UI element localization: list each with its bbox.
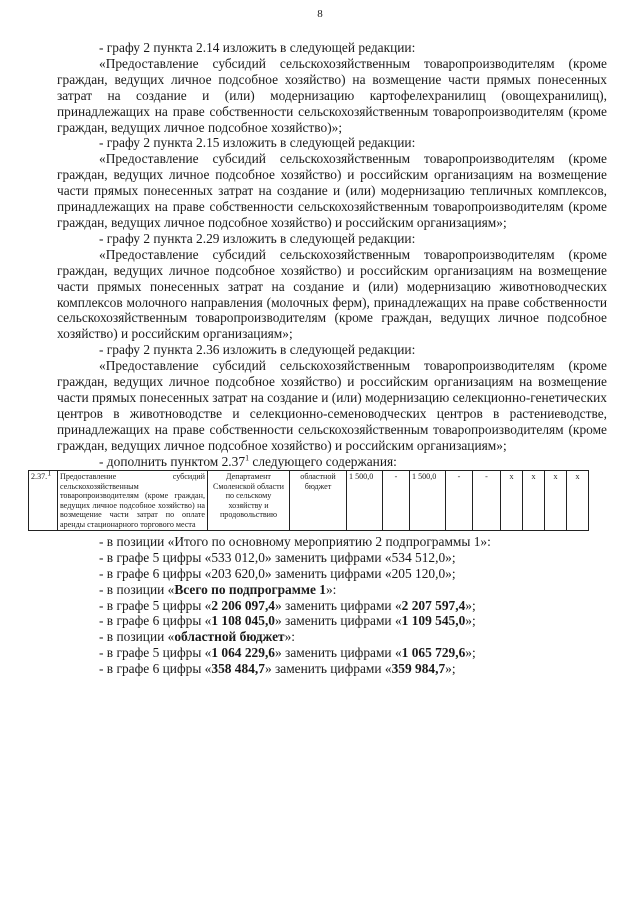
bold-value-old: 2 206 097,4 xyxy=(211,597,275,613)
cell-item-number: 2.37.$^1$ xyxy=(29,471,58,530)
cell-year-2: 1 500,0 xyxy=(410,471,446,530)
amendment-2-15-text: «Предоставление субсидий сельскохозяйственным товаропроизводителям (кроме граждан, ведущих личное подсобное хозяйство) и российским организациям на возмещение части прямых понесенных затрат на создание и (или) модернизацию тепличных комплексов, принадлежащих на праве собственности сельскохозяйственным товаропроизводителям (кроме граждан, ведущих личное подсобное хозяйство) и российским организациям»; xyxy=(57,151,607,230)
page-number: 8 xyxy=(317,8,323,20)
cell-total: 1 500,0 xyxy=(347,471,383,530)
bold-value-new: 2 207 597,4 xyxy=(401,597,466,613)
cell-executor: Департамент Смоленской области по сельскому хозяйству и продовольствию xyxy=(208,471,290,530)
after-line-8: - в графе 5 цифры «1 064 229,6» заменить цифрами «1 065 729,6»; xyxy=(99,645,476,661)
after-line-9: - в графе 6 цифры «358 484,7» заменить цифрами «359 984,7»; xyxy=(99,661,456,677)
supplement-superscript: 1 xyxy=(245,453,250,463)
bold-value: Всего по подпрограмме 1 xyxy=(174,581,326,597)
cell-measure-name: Предоставление субсидий сельскохозяйственным товаропроизводителям (кроме граждан, ведущих личное подсобное хозяйство) на возмещение части затрат по оплате аренды стационарного торгового места xyxy=(58,471,208,530)
measure-table xyxy=(28,470,589,530)
after-line-4: - в позиции «Всего по подпрограмме 1»: xyxy=(99,581,337,597)
cell-indicator-4: x xyxy=(567,471,589,530)
after-line-3: - в графе 6 цифры «203 620,0» заменить цифрами «205 120,0»; xyxy=(99,565,456,581)
after-line-7: - в позиции «областной бюджет»: xyxy=(99,629,296,645)
amendment-2-29-text: «Предоставление субсидий сельскохозяйственным товаропроизводителям (кроме граждан, ведущих личное подсобное хозяйство) и российским организациям на возмещение части прямых понесенных затрат на создание и (или) модернизацию животноводческих комплексов молочного направления (молочных ферм), принадлежащих на праве собственности сельскохозяйственным товаропроизводителям (кроме граждан, ведущих личное подсобное хозяйство) и российским организациям»; xyxy=(57,246,607,342)
amendment-2-36-intro: - графу 2 пункта 2.36 изложить в следующей редакции: xyxy=(99,342,416,358)
bold-value-old: 1 064 229,6 xyxy=(211,645,275,661)
bold-value: областной бюджет xyxy=(174,629,285,645)
bold-value-new: 1 109 545,0 xyxy=(401,613,466,629)
after-line-5: - в графе 5 цифры «2 206 097,4» заменить цифрами «2 207 597,4»; xyxy=(99,597,476,613)
supplement-intro-tail: следующего содержания: xyxy=(249,453,397,469)
document-body xyxy=(31,40,607,677)
amendment-2-14-text: «Предоставление субсидий сельскохозяйственным товаропроизводителям (кроме граждан, ведущих личное подсобное хозяйство) на возмещение части прямых понесенных затрат на создание и (или) модернизацию картофелехранилищ (овощехранилищ), принадлежащих на праве собственности сельскохозяйственным товаропроизводителям (кроме граждан, ведущих личное подсобное хозяйство)»; xyxy=(57,55,607,135)
bold-value-new: 359 984,7 xyxy=(391,661,446,677)
cell-year-1: - xyxy=(383,471,410,530)
cell-item-number-superscript: 1 xyxy=(47,468,52,478)
cell-year-3: - xyxy=(446,471,473,530)
after-line-2: - в графе 5 цифры «533 012,0» заменить цифрами «534 512,0»; xyxy=(99,549,456,565)
supplement-intro-text: - дополнить пунктом 2.37 xyxy=(99,453,246,469)
after-line-6: - в графе 6 цифры «1 108 045,0» заменить цифрами «1 109 545,0»; xyxy=(99,613,476,629)
amendment-2-36-text: «Предоставление субсидий сельскохозяйственным товаропроизводителям (кроме граждан, ведущих личное подсобное хозяйство) и российским организациям на возмещение части прямых понесенных затрат на создание и (или) модернизацию селекционно-генетических центров в животноводстве и селекционно-семеноводческих центров в растениеводстве, принадлежащих на праве собственности сельскохозяйственным товаропроизводителям (кроме граждан, ведущих личное подсобное хозяйство) и российским организациям»; xyxy=(57,358,607,453)
cell-indicator-3: x xyxy=(545,471,567,530)
cell-funding-source: областной бюджет xyxy=(290,471,347,530)
table-row xyxy=(29,471,589,530)
bold-value-old: 358 484,7 xyxy=(211,661,265,677)
cell-indicator-2: x xyxy=(523,471,545,530)
amendment-2-15-intro: - графу 2 пункта 2.15 изложить в следующей редакции: xyxy=(99,135,416,151)
after-line-1: - в позиции «Итого по основному мероприятию 2 подпрограммы 1»: xyxy=(99,533,491,549)
cell-year-4: - xyxy=(473,471,501,530)
amendment-2-29-intro: - графу 2 пункта 2.29 изложить в следующей редакции: xyxy=(99,230,416,246)
bold-value-old: 1 108 045,0 xyxy=(211,613,275,629)
supplement-intro xyxy=(57,454,607,470)
amendment-2-14-intro: - графу 2 пункта 2.14 изложить в следующей редакции: xyxy=(99,40,416,55)
bold-value-new: 1 065 729,6 xyxy=(401,645,466,661)
cell-indicator-1: x xyxy=(501,471,523,530)
